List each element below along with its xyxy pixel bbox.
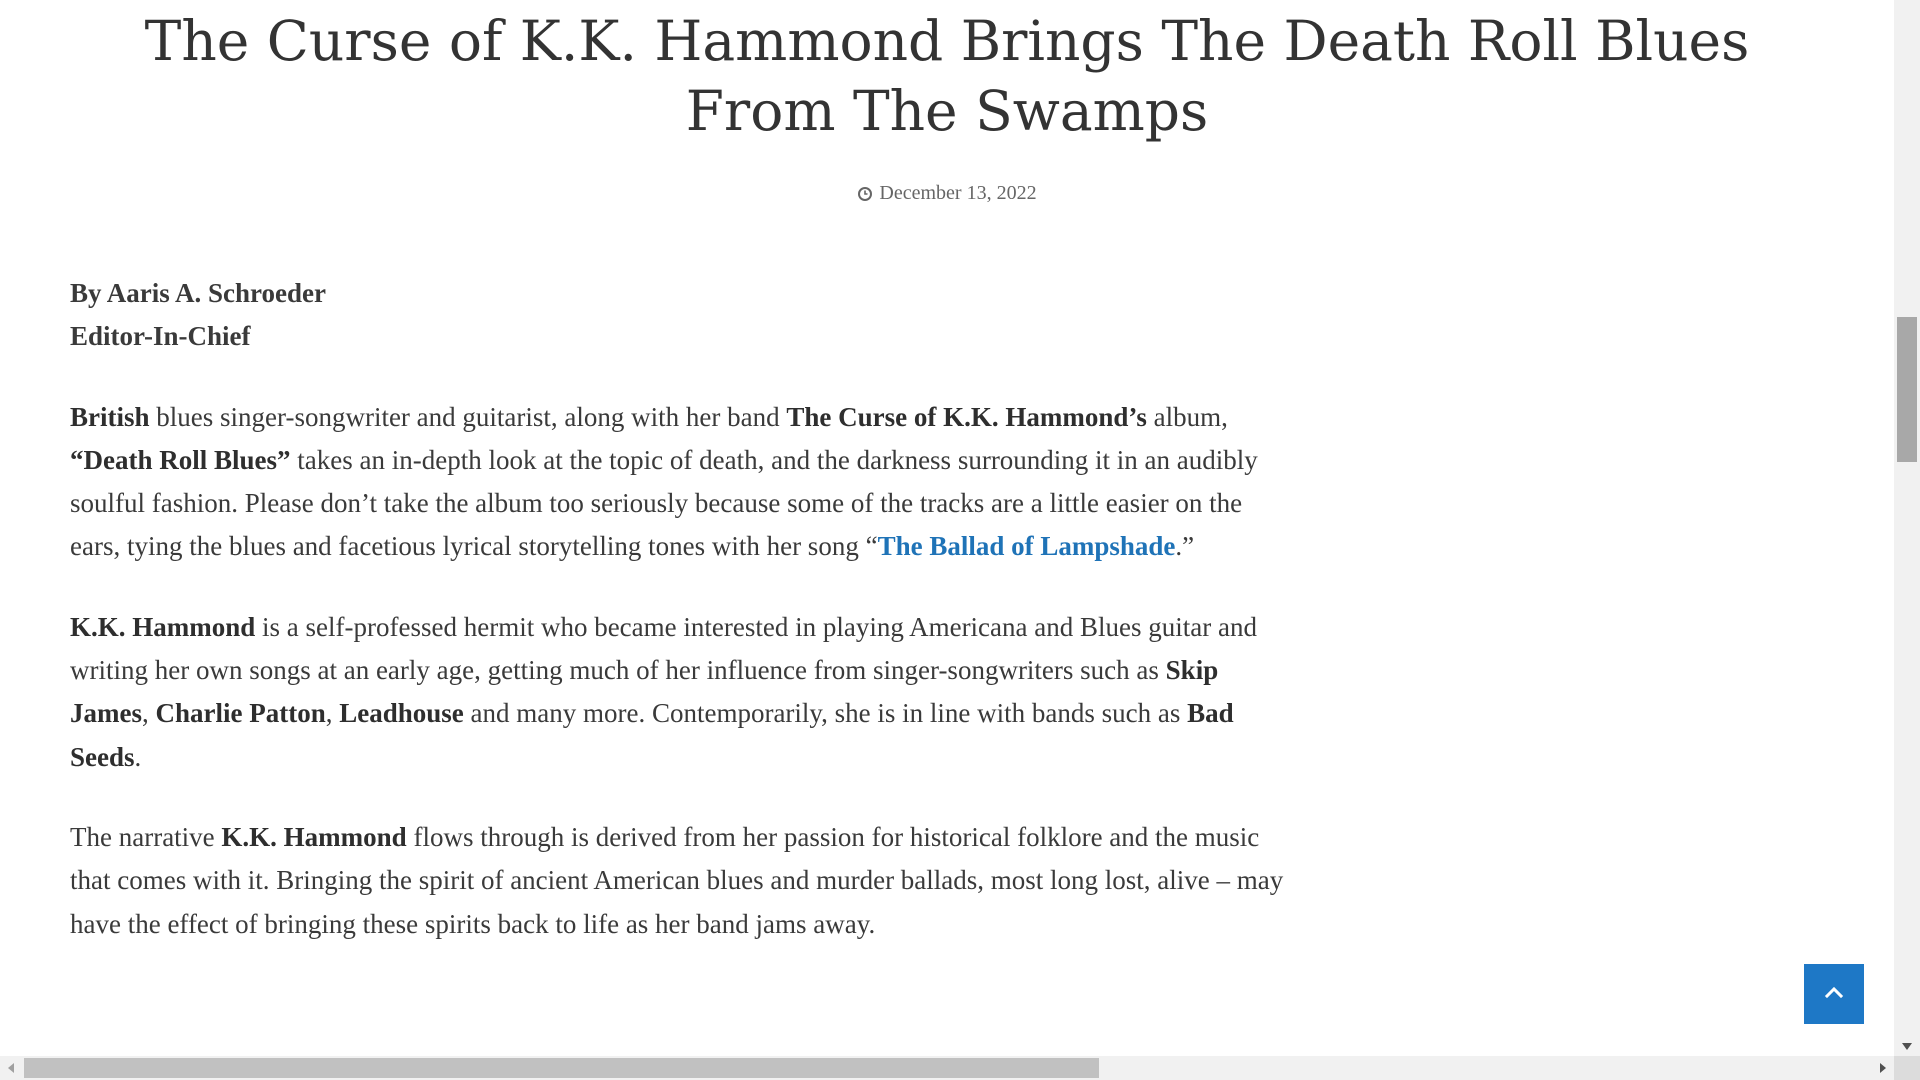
- post-date: December 13, 2022: [879, 182, 1037, 204]
- text: .: [134, 741, 142, 772]
- text: ,: [325, 698, 340, 729]
- influence-name: Leadhouse: [339, 698, 464, 729]
- author-role: Editor-In-Chief: [70, 321, 251, 352]
- post-meta: [0, 180, 1894, 209]
- author-name: By Aaris A. Schroeder: [70, 278, 326, 308]
- text: The narrative: [70, 821, 222, 852]
- song-link[interactable]: The Ballad of Lampshade: [877, 531, 1176, 562]
- influence-name: Skip James: [70, 655, 1219, 729]
- text-bold: British: [70, 401, 150, 432]
- text: ,: [141, 698, 156, 729]
- clock-icon: [857, 183, 873, 209]
- text: and many more. Contemporarily, she is in line with bands such as: [463, 698, 1188, 729]
- scroll-right-arrow-icon[interactable]: [1880, 1063, 1886, 1073]
- text: blues singer-songwriter and guitarist, along with her band: [149, 401, 787, 432]
- text: album,: [1146, 401, 1228, 432]
- article-body: [70, 272, 1290, 983]
- band-name: Bad Seeds: [70, 698, 1234, 772]
- paragraph-3: [70, 816, 1290, 946]
- chevron-up-icon: [1824, 985, 1844, 1004]
- artist-name: K.K. Hammond: [221, 821, 407, 852]
- paragraph-1: [70, 396, 1290, 569]
- album-name: “Death Roll Blues”: [70, 444, 291, 475]
- scroll-left-arrow-icon[interactable]: [8, 1063, 14, 1073]
- text: .”: [1175, 531, 1195, 562]
- text: is a self-professed hermit who became interested in playing Americana and Blues guitar and writing her own songs at an early age, getting much of her influence from singer-songwriters such as: [70, 611, 1257, 686]
- artist-name: K.K. Hammond: [70, 611, 256, 642]
- scroll-down-arrow-icon[interactable]: [1902, 1043, 1912, 1050]
- vertical-scrollbar[interactable]: [1894, 0, 1920, 1056]
- horizontal-scrollbar-thumb[interactable]: [24, 1058, 1099, 1078]
- article-title: The Curse of K.K. Hammond Brings The Death Roll Blues From The Swamps: [144, 9, 1750, 143]
- byline: [70, 272, 1290, 359]
- paragraph-2: [70, 606, 1290, 779]
- scrollbar-corner: [1894, 1056, 1920, 1080]
- back-to-top-button[interactable]: [1804, 964, 1864, 1024]
- horizontal-scrollbar[interactable]: [0, 1056, 1894, 1080]
- band-name: The Curse of K.K. Hammond’s: [786, 401, 1147, 432]
- text: takes an in-depth look at the topic of death, and the darkness surrounding it in an audibly soulful fashion. Please don’t take the album too seriously because some of the tracks are a little easier on the ears, tying the blues and facetious lyrical storytelling tones with her song “: [70, 444, 1258, 562]
- vertical-scrollbar-thumb[interactable]: [1897, 317, 1917, 462]
- text: flows through is derived from her passion for historical folklore and the music that comes with it. Bringing the spirit of ancient American blues and murder ballads, most long lost, alive – may have the effect of bringing these spirits back to life as her band jams away.: [70, 821, 1284, 939]
- influence-name: Charlie Patton: [155, 698, 326, 729]
